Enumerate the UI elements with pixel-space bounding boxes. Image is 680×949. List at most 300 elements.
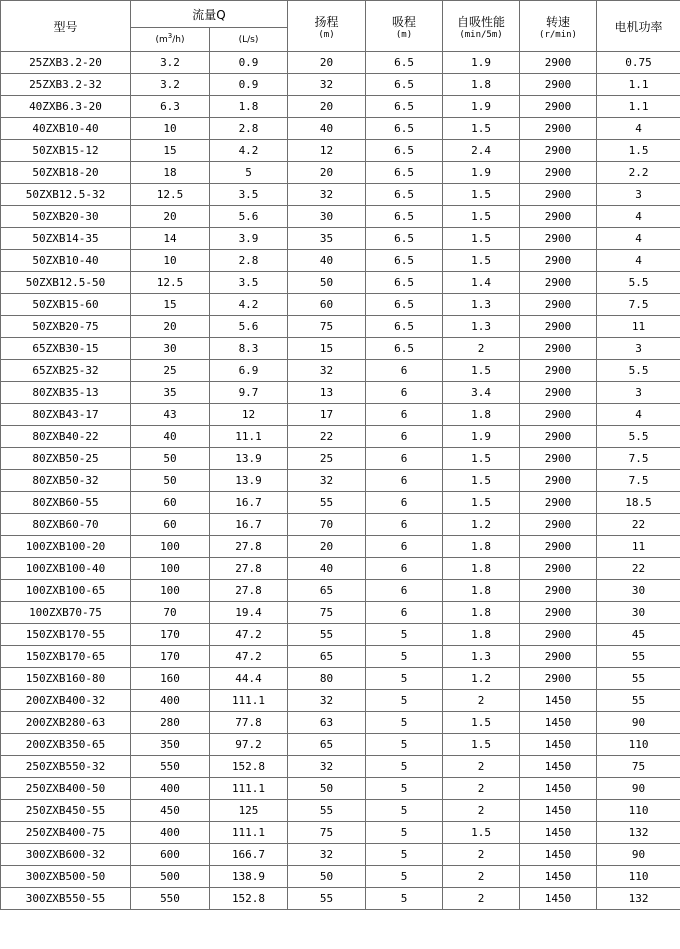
cell-flow-m3h: 12.5 — [131, 184, 210, 206]
flow-unit-exp: 3 — [167, 31, 173, 40]
cell-flow-ls: 97.2 — [210, 734, 288, 756]
cell-suction: 6.5 — [366, 294, 443, 316]
cell-self-priming: 2 — [443, 690, 520, 712]
cell-power: 3 — [597, 382, 680, 404]
cell-self-priming: 1.5 — [443, 228, 520, 250]
cell-self-priming: 1.5 — [443, 822, 520, 844]
cell-head: 32 — [288, 470, 366, 492]
cell-power: 30 — [597, 602, 680, 624]
cell-flow-ls: 47.2 — [210, 624, 288, 646]
cell-suction: 5 — [366, 888, 443, 910]
cell-suction: 6.5 — [366, 316, 443, 338]
cell-model: 300ZXB500-50 — [1, 866, 131, 888]
cell-power: 11 — [597, 316, 680, 338]
cell-speed: 1450 — [520, 888, 597, 910]
cell-speed: 2900 — [520, 426, 597, 448]
cell-speed: 2900 — [520, 382, 597, 404]
cell-model: 50ZXB12.5-32 — [1, 184, 131, 206]
cell-model: 200ZXB280-63 — [1, 712, 131, 734]
cell-model: 80ZXB35-13 — [1, 382, 131, 404]
header-suction-unit: (m) — [395, 29, 413, 40]
cell-head: 32 — [288, 360, 366, 382]
cell-speed: 1450 — [520, 844, 597, 866]
cell-self-priming: 1.5 — [443, 206, 520, 228]
cell-self-priming: 1.5 — [443, 712, 520, 734]
cell-power: 90 — [597, 712, 680, 734]
cell-self-priming: 2 — [443, 844, 520, 866]
cell-speed: 2900 — [520, 624, 597, 646]
cell-flow-ls: 77.8 — [210, 712, 288, 734]
cell-speed: 2900 — [520, 140, 597, 162]
cell-flow-m3h: 35 — [131, 382, 210, 404]
cell-head: 22 — [288, 426, 366, 448]
cell-power: 11 — [597, 536, 680, 558]
cell-self-priming: 1.2 — [443, 668, 520, 690]
cell-self-priming: 1.9 — [443, 96, 520, 118]
cell-flow-m3h: 60 — [131, 514, 210, 536]
cell-speed: 2900 — [520, 668, 597, 690]
cell-model: 40ZXB6.3-20 — [1, 96, 131, 118]
cell-flow-ls: 4.2 — [210, 140, 288, 162]
cell-suction: 6.5 — [366, 96, 443, 118]
cell-suction: 5 — [366, 734, 443, 756]
header-suction-label: 吸程 — [392, 14, 417, 29]
cell-model: 150ZXB160-80 — [1, 668, 131, 690]
table-row — [1, 382, 680, 404]
table-row — [1, 360, 680, 382]
cell-suction: 6.5 — [366, 140, 443, 162]
cell-suction: 5 — [366, 778, 443, 800]
header-speed-label: 转速 — [546, 14, 571, 29]
cell-suction: 5 — [366, 646, 443, 668]
cell-flow-m3h: 60 — [131, 492, 210, 514]
header-head-label: 扬程 — [314, 14, 339, 29]
cell-model: 50ZXB15-12 — [1, 140, 131, 162]
cell-flow-ls: 4.2 — [210, 294, 288, 316]
header-power: 电机功率 — [597, 1, 680, 52]
cell-model: 25ZXB3.2-20 — [1, 52, 131, 74]
cell-head: 55 — [288, 800, 366, 822]
cell-flow-m3h: 30 — [131, 338, 210, 360]
cell-speed: 2900 — [520, 316, 597, 338]
cell-head: 55 — [288, 492, 366, 514]
cell-head: 35 — [288, 228, 366, 250]
cell-model: 250ZXB450-55 — [1, 800, 131, 822]
cell-flow-ls: 111.1 — [210, 778, 288, 800]
cell-suction: 5 — [366, 712, 443, 734]
cell-power: 90 — [597, 778, 680, 800]
cell-speed: 1450 — [520, 800, 597, 822]
table-row — [1, 338, 680, 360]
cell-head: 50 — [288, 778, 366, 800]
cell-flow-m3h: 170 — [131, 646, 210, 668]
cell-head: 15 — [288, 338, 366, 360]
cell-head: 20 — [288, 96, 366, 118]
cell-flow-ls: 16.7 — [210, 492, 288, 514]
cell-flow-m3h: 20 — [131, 316, 210, 338]
cell-head: 65 — [288, 734, 366, 756]
cell-flow-m3h: 20 — [131, 206, 210, 228]
table-row — [1, 624, 680, 646]
cell-model: 65ZXB25-32 — [1, 360, 131, 382]
cell-power: 3 — [597, 338, 680, 360]
cell-suction: 6 — [366, 536, 443, 558]
header-flow-unit-ls: (L/s) — [210, 28, 288, 52]
table-row — [1, 272, 680, 294]
cell-self-priming: 2 — [443, 756, 520, 778]
cell-model: 150ZXB170-65 — [1, 646, 131, 668]
cell-power: 1.1 — [597, 96, 680, 118]
flow-unit-suffix: /h) — [172, 34, 185, 45]
table-row — [1, 888, 680, 910]
table-row — [1, 426, 680, 448]
cell-flow-ls: 44.4 — [210, 668, 288, 690]
cell-model: 150ZXB170-55 — [1, 624, 131, 646]
cell-power: 1.1 — [597, 74, 680, 96]
cell-flow-m3h: 15 — [131, 294, 210, 316]
cell-suction: 6.5 — [366, 272, 443, 294]
table-row — [1, 162, 680, 184]
cell-power: 5.5 — [597, 272, 680, 294]
cell-head: 50 — [288, 866, 366, 888]
cell-self-priming: 1.5 — [443, 360, 520, 382]
cell-head: 32 — [288, 690, 366, 712]
cell-suction: 6 — [366, 470, 443, 492]
cell-power: 7.5 — [597, 448, 680, 470]
cell-model: 250ZXB400-50 — [1, 778, 131, 800]
table-row — [1, 448, 680, 470]
cell-head: 50 — [288, 272, 366, 294]
cell-flow-ls: 27.8 — [210, 536, 288, 558]
cell-model: 50ZXB15-60 — [1, 294, 131, 316]
table-row — [1, 404, 680, 426]
cell-flow-m3h: 25 — [131, 360, 210, 382]
cell-speed: 2900 — [520, 646, 597, 668]
cell-model: 65ZXB30-15 — [1, 338, 131, 360]
cell-flow-ls: 5 — [210, 162, 288, 184]
cell-model: 50ZXB10-40 — [1, 250, 131, 272]
cell-suction: 6.5 — [366, 250, 443, 272]
table-row — [1, 118, 680, 140]
cell-model: 80ZXB60-70 — [1, 514, 131, 536]
cell-self-priming: 1.5 — [443, 118, 520, 140]
cell-head: 20 — [288, 52, 366, 74]
cell-self-priming: 1.3 — [443, 646, 520, 668]
cell-suction: 6.5 — [366, 162, 443, 184]
cell-suction: 5 — [366, 690, 443, 712]
cell-speed: 2900 — [520, 338, 597, 360]
cell-power: 3 — [597, 184, 680, 206]
cell-flow-m3h: 10 — [131, 118, 210, 140]
cell-suction: 5 — [366, 866, 443, 888]
header-self-priming-label: 自吸性能 — [457, 14, 506, 29]
cell-flow-m3h: 10 — [131, 250, 210, 272]
cell-self-priming: 1.4 — [443, 272, 520, 294]
cell-speed: 1450 — [520, 756, 597, 778]
cell-self-priming: 1.3 — [443, 294, 520, 316]
cell-flow-ls: 0.9 — [210, 74, 288, 96]
cell-power: 18.5 — [597, 492, 680, 514]
table-row — [1, 250, 680, 272]
cell-speed: 1450 — [520, 712, 597, 734]
table-row — [1, 734, 680, 756]
cell-flow-m3h: 100 — [131, 536, 210, 558]
table-row — [1, 514, 680, 536]
cell-flow-m3h: 40 — [131, 426, 210, 448]
cell-power: 55 — [597, 690, 680, 712]
cell-power: 55 — [597, 646, 680, 668]
cell-self-priming: 1.9 — [443, 162, 520, 184]
cell-flow-ls: 27.8 — [210, 580, 288, 602]
cell-self-priming: 1.8 — [443, 536, 520, 558]
cell-head: 60 — [288, 294, 366, 316]
header-self-priming — [443, 1, 520, 52]
cell-power: 2.2 — [597, 162, 680, 184]
cell-power: 7.5 — [597, 294, 680, 316]
cell-model: 50ZXB20-75 — [1, 316, 131, 338]
header-head-unit: (m) — [318, 29, 335, 40]
table-row — [1, 668, 680, 690]
header-flow: 流量Q — [131, 1, 288, 28]
cell-speed: 2900 — [520, 294, 597, 316]
cell-self-priming: 2 — [443, 888, 520, 910]
cell-speed: 2900 — [520, 514, 597, 536]
cell-flow-m3h: 400 — [131, 822, 210, 844]
cell-self-priming: 2 — [443, 866, 520, 888]
cell-self-priming: 1.2 — [443, 514, 520, 536]
cell-speed: 2900 — [520, 250, 597, 272]
table-row — [1, 778, 680, 800]
cell-flow-m3h: 12.5 — [131, 272, 210, 294]
table-row — [1, 756, 680, 778]
cell-flow-m3h: 43 — [131, 404, 210, 426]
table-row — [1, 536, 680, 558]
cell-speed: 2900 — [520, 360, 597, 382]
cell-power: 22 — [597, 514, 680, 536]
cell-suction: 6.5 — [366, 118, 443, 140]
cell-flow-ls: 138.9 — [210, 866, 288, 888]
cell-flow-m3h: 15 — [131, 140, 210, 162]
cell-flow-ls: 16.7 — [210, 514, 288, 536]
cell-speed: 2900 — [520, 96, 597, 118]
cell-flow-m3h: 350 — [131, 734, 210, 756]
cell-power: 22 — [597, 558, 680, 580]
cell-head: 40 — [288, 558, 366, 580]
cell-flow-ls: 0.9 — [210, 52, 288, 74]
cell-power: 4 — [597, 250, 680, 272]
cell-power: 0.75 — [597, 52, 680, 74]
cell-speed: 1450 — [520, 734, 597, 756]
table-row — [1, 228, 680, 250]
cell-flow-ls: 9.7 — [210, 382, 288, 404]
cell-speed: 2900 — [520, 206, 597, 228]
cell-suction: 6 — [366, 558, 443, 580]
cell-head: 25 — [288, 448, 366, 470]
cell-suction: 5 — [366, 624, 443, 646]
table-row — [1, 140, 680, 162]
table-row — [1, 492, 680, 514]
cell-flow-m3h: 18 — [131, 162, 210, 184]
cell-flow-m3h: 3.2 — [131, 52, 210, 74]
cell-flow-m3h: 70 — [131, 602, 210, 624]
cell-head: 32 — [288, 756, 366, 778]
header-speed — [520, 1, 597, 52]
cell-model: 50ZXB20-30 — [1, 206, 131, 228]
table-row — [1, 206, 680, 228]
cell-head: 80 — [288, 668, 366, 690]
cell-speed: 2900 — [520, 580, 597, 602]
cell-model: 80ZXB50-32 — [1, 470, 131, 492]
cell-flow-m3h: 170 — [131, 624, 210, 646]
cell-power: 4 — [597, 228, 680, 250]
cell-flow-ls: 6.9 — [210, 360, 288, 382]
cell-self-priming: 1.8 — [443, 74, 520, 96]
cell-suction: 5 — [366, 668, 443, 690]
cell-flow-m3h: 400 — [131, 690, 210, 712]
table-row — [1, 470, 680, 492]
cell-suction: 6.5 — [366, 206, 443, 228]
cell-suction: 5 — [366, 756, 443, 778]
cell-model: 80ZXB43-17 — [1, 404, 131, 426]
cell-flow-m3h: 550 — [131, 756, 210, 778]
cell-suction: 6 — [366, 580, 443, 602]
cell-head: 40 — [288, 118, 366, 140]
cell-self-priming: 1.8 — [443, 624, 520, 646]
cell-suction: 6 — [366, 404, 443, 426]
cell-flow-m3h: 50 — [131, 470, 210, 492]
cell-speed: 2900 — [520, 404, 597, 426]
cell-power: 45 — [597, 624, 680, 646]
cell-self-priming: 2.4 — [443, 140, 520, 162]
cell-head: 13 — [288, 382, 366, 404]
cell-self-priming: 1.5 — [443, 734, 520, 756]
cell-self-priming: 2 — [443, 800, 520, 822]
header-model: 型号 — [1, 1, 131, 52]
cell-model: 200ZXB400-32 — [1, 690, 131, 712]
cell-self-priming: 2 — [443, 338, 520, 360]
cell-self-priming: 3.4 — [443, 382, 520, 404]
header-speed-unit: (r/min) — [539, 29, 577, 40]
table-row — [1, 74, 680, 96]
cell-flow-ls: 111.1 — [210, 690, 288, 712]
cell-speed: 2900 — [520, 448, 597, 470]
cell-flow-ls: 152.8 — [210, 756, 288, 778]
flow-unit-prefix: (m — [155, 34, 168, 45]
cell-model: 300ZXB600-32 — [1, 844, 131, 866]
table-row — [1, 690, 680, 712]
cell-speed: 2900 — [520, 74, 597, 96]
cell-suction: 6.5 — [366, 228, 443, 250]
cell-flow-ls: 111.1 — [210, 822, 288, 844]
cell-power: 7.5 — [597, 470, 680, 492]
cell-speed: 2900 — [520, 228, 597, 250]
cell-flow-ls: 2.8 — [210, 250, 288, 272]
cell-flow-ls: 13.9 — [210, 448, 288, 470]
cell-suction: 6 — [366, 492, 443, 514]
cell-flow-ls: 166.7 — [210, 844, 288, 866]
cell-speed: 1450 — [520, 866, 597, 888]
table-row — [1, 800, 680, 822]
cell-speed: 2900 — [520, 492, 597, 514]
cell-flow-ls: 3.5 — [210, 184, 288, 206]
cell-speed: 2900 — [520, 162, 597, 184]
cell-power: 110 — [597, 800, 680, 822]
cell-head: 70 — [288, 514, 366, 536]
cell-suction: 6 — [366, 448, 443, 470]
cell-head: 63 — [288, 712, 366, 734]
cell-model: 250ZXB400-75 — [1, 822, 131, 844]
cell-speed: 1450 — [520, 822, 597, 844]
header-head — [288, 1, 366, 52]
cell-speed: 2900 — [520, 118, 597, 140]
cell-power: 110 — [597, 866, 680, 888]
cell-head: 20 — [288, 162, 366, 184]
cell-self-priming: 1.5 — [443, 470, 520, 492]
cell-model: 250ZXB550-32 — [1, 756, 131, 778]
cell-model: 100ZXB100-40 — [1, 558, 131, 580]
cell-flow-m3h: 50 — [131, 448, 210, 470]
cell-flow-m3h: 450 — [131, 800, 210, 822]
cell-head: 30 — [288, 206, 366, 228]
cell-flow-ls: 1.8 — [210, 96, 288, 118]
cell-model: 300ZXB550-55 — [1, 888, 131, 910]
cell-model: 25ZXB3.2-32 — [1, 74, 131, 96]
cell-flow-m3h: 100 — [131, 558, 210, 580]
cell-power: 4 — [597, 206, 680, 228]
cell-speed: 2900 — [520, 470, 597, 492]
cell-flow-m3h: 600 — [131, 844, 210, 866]
cell-power: 110 — [597, 734, 680, 756]
cell-head: 32 — [288, 184, 366, 206]
table-row — [1, 712, 680, 734]
cell-suction: 5 — [366, 800, 443, 822]
cell-suction: 6.5 — [366, 52, 443, 74]
header-row-1 — [1, 1, 680, 28]
cell-self-priming: 1.9 — [443, 426, 520, 448]
cell-speed: 2900 — [520, 272, 597, 294]
cell-flow-ls: 5.6 — [210, 316, 288, 338]
table-row — [1, 96, 680, 118]
table-row — [1, 316, 680, 338]
cell-flow-m3h: 3.2 — [131, 74, 210, 96]
cell-flow-ls: 12 — [210, 404, 288, 426]
cell-head: 75 — [288, 822, 366, 844]
cell-self-priming: 1.8 — [443, 558, 520, 580]
cell-head: 75 — [288, 316, 366, 338]
cell-model: 50ZXB12.5-50 — [1, 272, 131, 294]
cell-power: 55 — [597, 668, 680, 690]
cell-suction: 5 — [366, 822, 443, 844]
table-body — [1, 52, 680, 910]
cell-suction: 5 — [366, 844, 443, 866]
cell-head: 65 — [288, 580, 366, 602]
cell-suction: 6.5 — [366, 338, 443, 360]
header-flow-unit-m3h — [131, 28, 210, 52]
cell-head: 12 — [288, 140, 366, 162]
cell-speed: 2900 — [520, 52, 597, 74]
cell-head: 32 — [288, 74, 366, 96]
cell-speed: 2900 — [520, 558, 597, 580]
table-row — [1, 580, 680, 602]
cell-flow-ls: 152.8 — [210, 888, 288, 910]
cell-power: 1.5 — [597, 140, 680, 162]
cell-model: 50ZXB14-35 — [1, 228, 131, 250]
cell-model: 80ZXB60-55 — [1, 492, 131, 514]
cell-head: 55 — [288, 624, 366, 646]
cell-flow-m3h: 160 — [131, 668, 210, 690]
table-row — [1, 866, 680, 888]
cell-flow-ls: 2.8 — [210, 118, 288, 140]
